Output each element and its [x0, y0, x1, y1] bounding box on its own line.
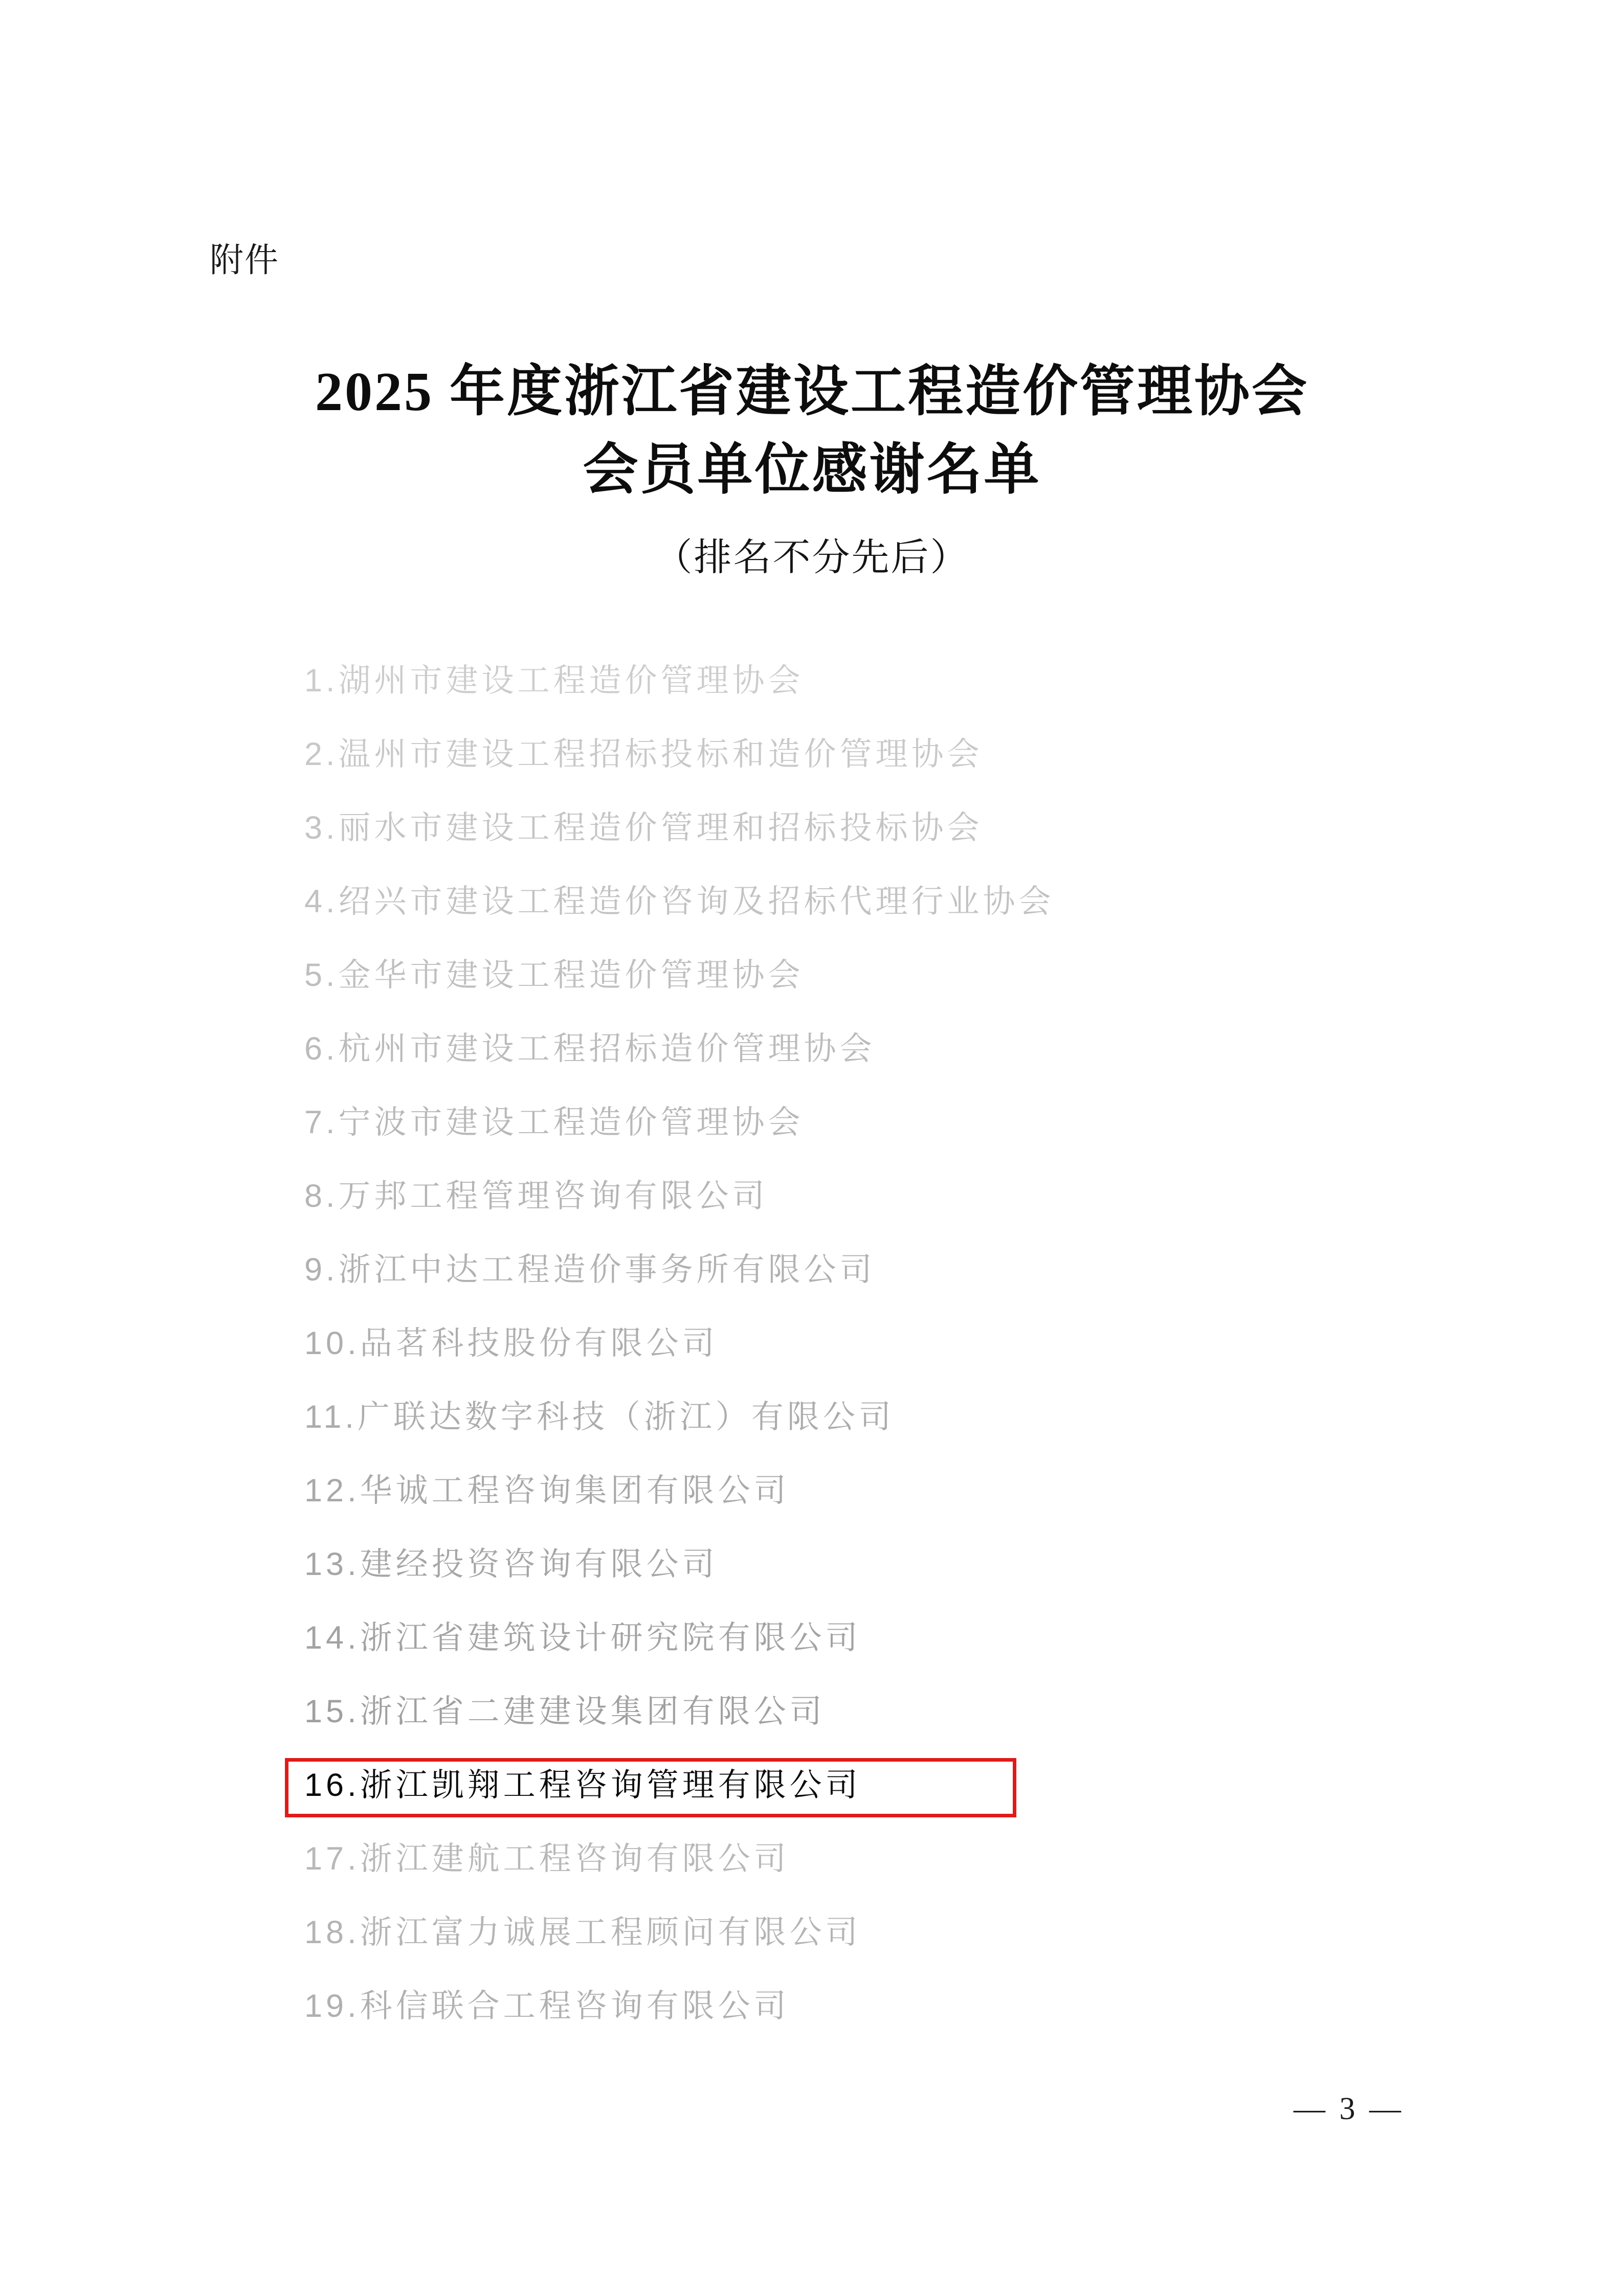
list-item-index: 12. — [304, 1473, 360, 1509]
list-item — [304, 1769, 1378, 1843]
list-item-index: 10. — [304, 1325, 360, 1361]
list-item-index: 13. — [304, 1546, 360, 1582]
list-item — [304, 1033, 1378, 1107]
list-item-label: 浙江建航工程咨询有限公司 — [360, 1841, 790, 1877]
list-item — [304, 1917, 1378, 1990]
list-item-index: 7. — [304, 1105, 339, 1140]
list-item-label: 浙江富力诚展工程顾问有限公司 — [360, 1915, 861, 1950]
list-item-index: 11. — [304, 1399, 358, 1435]
list-item — [304, 1622, 1378, 1696]
list-item-index: 5. — [304, 957, 339, 993]
list-item — [304, 1990, 1378, 2064]
list-item — [304, 1327, 1378, 1401]
list-item-index: 6. — [304, 1031, 339, 1067]
list-item — [304, 1107, 1378, 1180]
attachment-label: 附件 — [210, 241, 279, 279]
page-subtitle: （排名不分先后） — [654, 536, 970, 579]
member-list — [304, 665, 1378, 2064]
list-item — [304, 1401, 1378, 1475]
title-block — [0, 353, 1624, 581]
list-item-index: 17. — [304, 1841, 360, 1877]
list-item-label: 湖州市建设工程造价管理协会 — [338, 663, 804, 699]
list-item — [304, 1254, 1378, 1327]
list-item-index: 4. — [304, 884, 339, 919]
list-item-index: 18. — [304, 1915, 360, 1950]
list-item — [304, 665, 1378, 738]
list-item-index: 9. — [304, 1252, 339, 1288]
page-number: — 3 — — [1294, 2091, 1404, 2126]
list-item — [304, 812, 1378, 886]
list-item-label: 华诚工程咨询集团有限公司 — [360, 1473, 790, 1509]
list-item-label: 建经投资咨询有限公司 — [360, 1546, 718, 1582]
list-item-label: 丽水市建设工程造价管理和招标投标协会 — [338, 810, 983, 846]
list-item — [304, 1843, 1378, 1917]
list-item-index: 1. — [304, 663, 339, 699]
list-item-label: 广联达数字科技（浙江）有限公司 — [357, 1399, 895, 1435]
list-item-label: 浙江凯翔工程咨询管理有限公司 — [360, 1767, 861, 1803]
list-item-index: 8. — [304, 1178, 339, 1214]
list-item-index: 19. — [304, 1988, 360, 2024]
list-item — [304, 1475, 1378, 1548]
page-title-line-2: 会员单位感谢名单 — [583, 440, 1041, 501]
list-item — [304, 959, 1378, 1033]
list-item-label: 金华市建设工程造价管理协会 — [338, 957, 804, 993]
list-item — [304, 738, 1378, 812]
list-item — [304, 886, 1378, 959]
page-title-line-1: 2025 年度浙江省建设工程造价管理协会 — [315, 362, 1309, 422]
list-item — [304, 1180, 1378, 1254]
list-item-label: 杭州市建设工程招标造价管理协会 — [338, 1031, 876, 1067]
list-item — [304, 1548, 1378, 1622]
list-item-label: 温州市建设工程招标投标和造价管理协会 — [338, 736, 983, 772]
list-item-label: 绍兴市建设工程造价咨询及招标代理行业协会 — [338, 884, 1055, 919]
list-item-label: 宁波市建设工程造价管理协会 — [338, 1105, 804, 1140]
list-item-label: 浙江中达工程造价事务所有限公司 — [338, 1252, 876, 1288]
list-item-index: 3. — [304, 810, 339, 846]
list-item-label: 品茗科技股份有限公司 — [360, 1325, 718, 1361]
list-item — [304, 1696, 1378, 1769]
list-item-index: 16. — [304, 1767, 360, 1803]
list-item-label: 万邦工程管理咨询有限公司 — [338, 1178, 768, 1214]
list-item-label: 科信联合工程咨询有限公司 — [360, 1988, 790, 2024]
list-item-label: 浙江省建筑设计研究院有限公司 — [360, 1620, 861, 1656]
list-item-index: 15. — [304, 1694, 360, 1729]
list-item-index: 14. — [304, 1620, 360, 1656]
list-item-index: 2. — [304, 736, 339, 772]
list-item-label: 浙江省二建建设集团有限公司 — [360, 1694, 826, 1729]
